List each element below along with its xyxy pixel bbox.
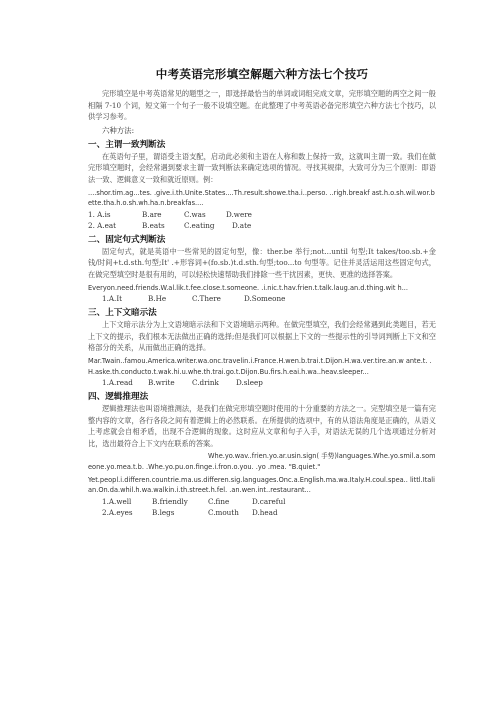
option: D.head (252, 507, 278, 517)
option: 1.A.read (102, 378, 133, 388)
option: C.was (184, 209, 206, 219)
option: 1.A.well (102, 496, 132, 506)
option: C.fine (208, 496, 230, 506)
option: B.legs (152, 507, 175, 517)
example-sentence-3: Mar.Twain..famou.America.writer.wa.onc.travelin.i.France.H.wen.b.trai.t.Dijon.H.wa.ver.tire.an.w ante.t. .H.aske.th.conducto.t.wak.hi.u.whe.th.trai.go.t.Dijon.Bu.firs.h.eai.h.wa..heav.sleeper... (88, 356, 432, 376)
section-heading-2: 二、固定句式判断法 (88, 234, 166, 245)
section-heading-4: 四、逻辑推理法 (88, 392, 149, 403)
options-row (88, 220, 436, 231)
example-sentence-4b: Yet.peopl.i.differen.countrie.ma.us.differen.sig.languages.Onc.a.English.ma.wa.Italy.H.coul.spea.. littl.Italian.On.da.whil.h.wa.walkin.i.th.street.h.fel. .an.wen.int..restaurant... (88, 475, 435, 495)
intro-paragraph: 完形填空是中考英语常见的题型之一，即选择最恰当的单词或词组完成文章，完形填空题的两空之间一般相隔 7-10 个词，短文第一个句子一般不设填空题。在此整理了中考英语必备完形填空六种方法七个技巧，以供学习参考。 (88, 89, 436, 122)
option: D.Someone (244, 294, 286, 304)
option: 1. A.is (88, 209, 111, 219)
option: B.eats (142, 220, 165, 230)
options-row (102, 293, 436, 304)
example-sentence-4a: Whe.yo.wav..frien.yo.ar.usin.sign( 手势)languages.Whe.yo.smil.a.someone.yo.mea.t.b. .Whe.yo.pu.on.finge.i.fron.o.you. .yo .mea. "B.quiet." (88, 452, 436, 472)
option: 2. A.eat (88, 220, 117, 230)
options-row (88, 209, 436, 220)
section-body-2: 固定句式，就是英语中一些常见的固定句型，像：ther.be 举行;not...until 句型;It takes/too.sb.+金钱/时间+t.d.sth.句型;It' .+形容词+(fo.sb.)t.d.sth.句型;too...to 句型等。记住并灵活运用这些固定句式，在做完型填空时是很有用的，可以轻松快速帮助我们排除一些干扰因素，更快、更准的选择答案。 (88, 246, 436, 279)
option: 2.A.eyes (102, 507, 133, 517)
options-row (102, 507, 436, 518)
option: D.sleep (236, 378, 263, 388)
example-sentence-1: ....shor.tim.ag...tes. .give.i.th.Unite.States....Th.result.showe.tha.i..perso. ..righ.breakf ast.h.o.sh.wil.wor.bette.tha.h.o.sh.wh.ha.n.breakfas.... (88, 188, 435, 208)
section-body-4: 逻辑推理法也叫语境推测法，是我们在做完形填空题时使用的十分重要的方法之一。完型填空是一篇有完整内容的文章，各行各段之间有着逻辑上的必然联系。在所提供的选项中，有的从语法角度是正确的，从语义上考虑就会自相矛盾，出现不合逻辑的现象。这时应从文章和句子入手，对语法无误的几个选项通过分析对比，选出最符合上下文内在联系的答案。 (88, 404, 436, 448)
option: B.are (142, 209, 162, 219)
page-title: 中考英语完形填空解题六种方法七个技巧 (155, 67, 369, 81)
option: C.drink (192, 378, 219, 388)
option: D.ate (232, 220, 252, 230)
methods-label: 六种方法: (102, 125, 135, 135)
option: B.friendly (152, 496, 188, 506)
option: D.were (226, 209, 252, 219)
option: C.There (192, 294, 221, 304)
option: 1.A.It (102, 294, 123, 304)
section-body-3: 上下文暗示法分为上文语境暗示法和下文语境暗示两种。在做完型填空，我们会经常遇到此类题目，若无上下文的提示，我们根本无法做出正确的选择;但是我们可以根据上下文的一些提示性的引导词判断上下文和空格部分的关系，从而做出正确的选择。 (88, 320, 436, 353)
options-row (102, 496, 436, 507)
section-body-1: 在英语句子里，谓语受主语支配，启动此必须和主语在人称和数上保持一致，这就叫主谓一致。我们在做完形填空题时，会经常遇到要求主谓一致判断法来确定选项的情况。寻找其规律，大致可分为三个原则：即语法一致、逻辑意义一致和就近原则。例： (88, 151, 436, 184)
option: D.careful (252, 496, 286, 506)
options-row (102, 377, 436, 388)
option: C.mouth (208, 507, 239, 517)
option: B.write (148, 378, 175, 388)
example-sentence-2: Everyon.need.friends.W.al.lik.t.fee.close.t.someone. .i.nic.t.hav.frien.t.talk.laug.an.d.thing.wit h... (88, 283, 408, 292)
section-heading-3: 三、上下文暗示法 (88, 308, 157, 319)
section-heading-1: 一、主谓一致判断法 (88, 139, 166, 150)
option: B.He (148, 294, 167, 304)
option: C.eating (184, 220, 215, 230)
